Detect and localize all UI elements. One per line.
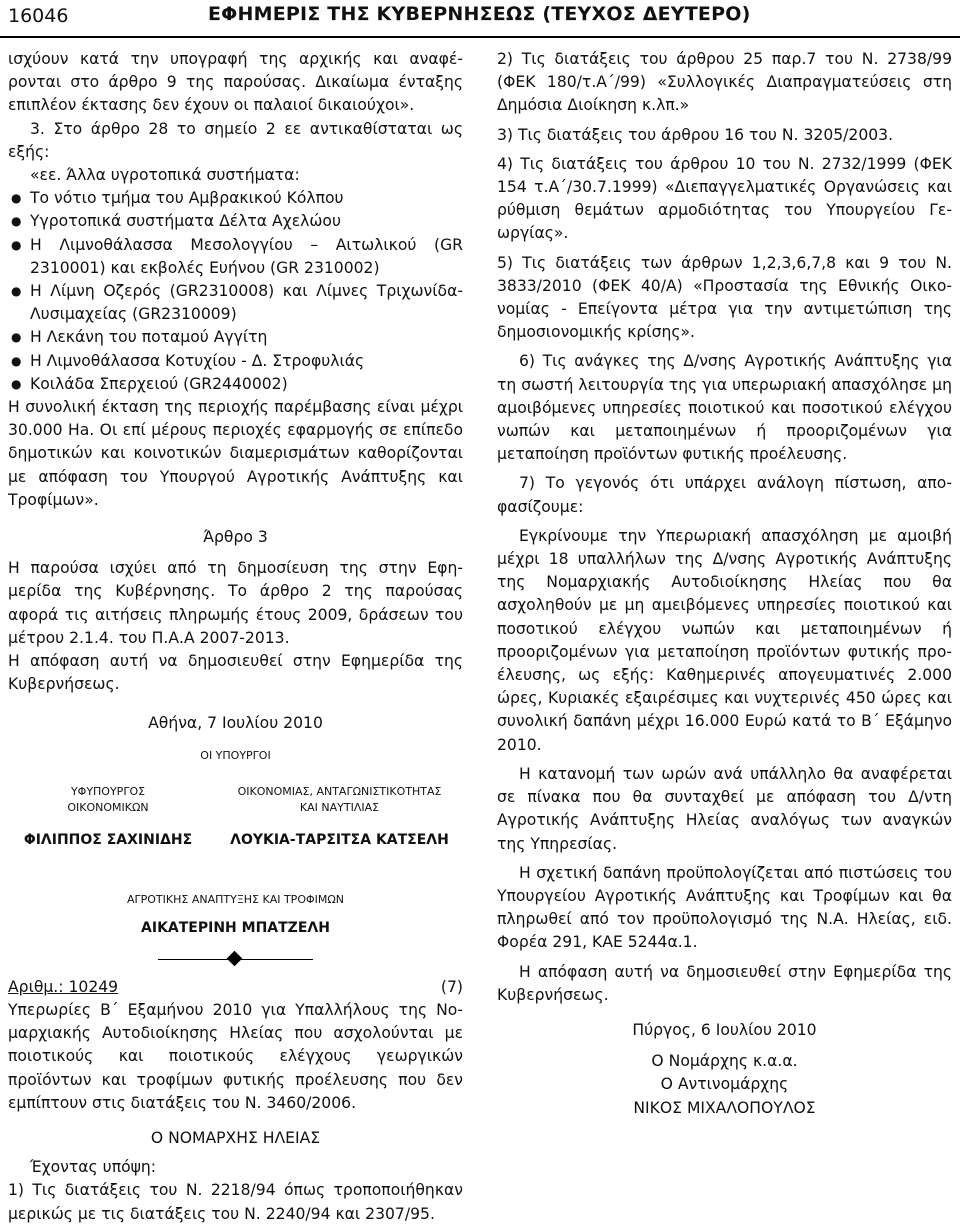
signatures — [8, 784, 463, 946]
approval-paragraph: Εγκρίνουμε την Υπερωριακή απασχόληση με αμοιβή μέχρι 18 υπαλλήλων της Δ/νσης Αγροτικής Ανάπτυξης της Νομαρχιακής Αυτοδιοίκησης Ηλείας που θα ασχοληθούν με μη αμειβόμενες υπηρεσίες ποιοτικού και ποσοτικού ελέγχου νωπών και μεταποιημένων ή προοριζομένων για μεταποίηση προϊόντων φυτικής προέλευσης, ως εξής: Καθημερινές απογευματινές 2.000 ώρες, Κυριακές εξαιρέσιμες και νυχτερινές 450 ώρες και συνολική δαπάνη μέχρι 16.000 Ευρώ κατά το Β΄ Εξάμηνο 2010. — [497, 526, 952, 754]
signature-title: ΟΙΚΟΝΟΜΙΑΣ, ΑΝΤΑΓΩΝΙΣΤΙΚΟΤΗΤΑΣ ΚΑΙ ΝΑΥΤΙΛΙΑΣ — [237, 784, 442, 814]
signer-deputy: Ο Αντινομάρχης — [660, 1075, 789, 1094]
wetland-bullet: ● Υγροτοπικά συστήματα Δέλτα Αχελώου — [8, 210, 463, 233]
wetland-bullet: ● Η Λιμνοθάλασσα Κοτυχίου ‑ Δ. Στροφυλιάς — [8, 350, 463, 373]
consideration-item: 7) Το γεγονός ότι υπάρχει ανάλογη πίστωση, αποφασίζουμε: — [497, 474, 952, 516]
signer-name: ΝΙΚΟΣ ΜΙΧΑΛΟΠΟΥΛΟΣ — [633, 1098, 816, 1117]
article-3-heading: Άρθρο 3 — [203, 528, 268, 547]
place-date: Πύργος, 6 Ιουλίου 2010 — [632, 1020, 817, 1039]
consideration-item: 3) Τις διατάξεις του άρθρου 16 του Ν. 3205/2003. — [497, 125, 894, 144]
point-3: 3. Στο άρθρο 28 το σημείο 2 εε αντικαθίσταται ως εξής: — [8, 119, 463, 161]
left-column — [8, 48, 463, 1226]
intro-paragraph: ισχύουν κατά την υπογραφή της αρχικής και αναφέρονται στο άρθρο 9 της παρούσας. Δικαίωμα ένταξης επιπλέον έκτασης δεν έχουν οι παλαιοί δικαιούχοι». — [8, 50, 463, 115]
signature-economy — [216, 784, 463, 850]
signature-agriculture — [8, 892, 463, 938]
signature-name: ΑΙΚΑΤΕΡΙΝΗ ΜΠΑΤΖΕΛΗ — [141, 919, 330, 936]
decision-title: Υπερωρίες Β΄ Εξαμήνου 2010 για Υπαλλήλους της Νομαρχιακής Αυτοδιοίκησης Ηλείας που ασχολούνται με ποιοτικούς και ποιοτικούς ελέγχους γεωργικών προϊόντων και τροφίμων φυτικής προέλευσης που δεν εμπίπτουν στις διατάξεις του Ν. 3460/2006. — [8, 1000, 463, 1112]
signature-name: ΛΟΥΚΙΑ-ΤΑΡΣΙΤΣΑ ΚΑΤΣΕΛΗ — [230, 831, 449, 848]
signature-name: ΦΙΛΙΠΠΟΣ ΣΑΧΙΝΙΔΗΣ — [23, 831, 193, 848]
right-column — [497, 48, 952, 1120]
wetland-bullet: ● Το νότιο τμήμα του Αμβρακικού Κόλπου — [8, 187, 463, 210]
prefect-signature — [497, 1019, 952, 1120]
allocation-paragraph: Η κατανομή των ωρών ανά υπάλληλο θα αναφέρεται σε πίνακα που θα συνταχθεί με απόφαση του Δ/ντη Αγροτικής Ανάπτυξης Ηλείας αναλόγως των αναγκών της Υπηρεσίας. — [497, 764, 952, 853]
decision-sequence: (7) — [440, 977, 463, 996]
decision-number: Αριθμ.: 10249 — [8, 977, 119, 996]
gazette-title: ΕΦΗΜΕΡΙΣ ΤΗΣ ΚΥΒΕΡΝΗΣΕΩΣ (ΤΕΥΧΟΣ ΔΕΥΤΕΡΟ) — [208, 3, 751, 25]
article-3-text: Η παρούσα ισχύει από τη δημοσίευση της στην Εφημερίδα της Κυβέρνησης. Το άρθρο 2 της παρούσας αφορά τις αιτήσεις πληρωμής έτους 2009, δράσεων του μέτρου 2.1.4. του Π.Α.Α 2007-2013. — [8, 559, 463, 647]
having-in-mind: Έχοντας υπόψη: — [30, 1158, 157, 1177]
page-header — [0, 0, 960, 38]
diamond-icon — [227, 950, 243, 966]
wetland-bullet: ● Η Λίμνη Οζερός (GR2310008) και Λίμνες Τριχωνίδα-Λυσιμαχείας (GR2310009) — [8, 280, 463, 326]
area-paragraph: Η συνολική έκταση της περιοχής παρέμβασης είναι μέχρι 30.000 Ηa. Οι επί μέρους περιοχές εφαρμογής σε επίπεδο δημοτικών και κοινοτικών διαμερισμάτων καθορίζονται με απόφαση του Υπουργού Αγροτικής Ανάπτυξης και Τροφίμων». — [8, 398, 463, 509]
consideration-item: 5) Τις διατάξεις των άρθρων 1,2,3,6,7,8 και 9 του Ν. 3833/2010 (ΦΕΚ 40/Α) «Προστασία της Εθνικής Οικονομίας ‑ Επείγοντα μέτρα για την αντιμετώπιση της δημοσιονομικής κρίσης». — [497, 253, 952, 342]
consideration-item: 4) Τις διατάξεις του άρθρου 10 του Ν. 2732/1999 (ΦΕΚ 154 τ.Α΄/30.7.1999) «Διεπαγγελματικές Οργανώσεις και ρύθμιση θεμάτων αρμοδιότητας του Υπουργείου Γεωργίας». — [497, 154, 952, 243]
publish-paragraph: Η απόφαση αυτή να δημοσιευθεί στην Εφημερίδα της Κυβερνήσεως. — [497, 962, 952, 1004]
wetland-bullet: ● Η Λιμνοθάλασσα Μεσολογγίου – Αιτωλικού (GR 2310001) και εκβολές Ευήνου (GR 2310002) — [8, 234, 463, 280]
consideration-item: 6) Τις ανάγκες της Δ/νσης Αγροτικής Ανάπτυξης για τη σωστή λειτουργία της για υπερωριακή απασχόλησε μη αμοιβόμενες υπηρεσίες ποιοτικού και ποσοτικού ελέγχου νωπών και μεταποιημένων ή προοριζομένων για μεταποίηση προϊόντων φυτικής προέλευσης. — [497, 352, 952, 464]
signature-title: ΑΓΡΟΤΙΚΗΣ ΑΝΑΠΤΥΞΗΣ ΚΑΙ ΤΡΟΦΙΜΩΝ — [126, 892, 344, 906]
signer-role: Ο Νομάρχης κ.α.α. — [651, 1052, 798, 1071]
section-separator — [8, 950, 463, 970]
wetland-bullet: ● Η Λεκάνη του ποταμού Αγγίτη — [8, 326, 463, 349]
expense-paragraph: Η σχετική δαπάνη προϋπολογίζεται από πιστώσεις του Υπουργείου Αγροτικής Ανάπτυξης και Τροφίμων και θα πληρωθεί από τον προϋπολογισμό της Ν.Α. Ηλείας, ειδ. Φορέα 291, ΚΑΕ 5244α.1. — [497, 863, 952, 952]
page-number: 16046 — [8, 5, 69, 27]
publish-paragraph: Η απόφαση αυτή να δημοσιευθεί στην Εφημερίδα της Κυβερνήσεως. — [8, 652, 463, 694]
wetland-bullet: ● Κοιλάδα Σπερχειού (GR2440002) — [8, 373, 463, 396]
consideration-item: 2) Τις διατάξεις του άρθρου 25 παρ.7 του Ν. 2738/99 (ΦΕΚ 180/τ.Α΄/99) «Συλλογικές Διαπραγματεύσεις στη Δημόσια Διοίκηση κ.λπ.» — [497, 50, 952, 115]
athens-date: Αθήνα, 7 Ιουλίου 2010 — [148, 714, 323, 733]
quote-start: «εε. Άλλα υγροτοπικά συστήματα: — [30, 166, 300, 185]
ministers-label: ΟΙ ΥΠΟΥΡΓΟΙ — [200, 748, 271, 762]
signature-title: ΥΦΥΠΟΥΡΓΟΣ ΟΙΚΟΝΟΜΙΚΩΝ — [67, 784, 149, 814]
prefect-heading: Ο ΝΟΜΑΡΧΗΣ ΗΛΕΙΑΣ — [150, 1128, 321, 1147]
signature-deputy-finance — [8, 784, 208, 850]
decision-number-line — [8, 976, 463, 999]
consideration-item: 1) Τις διατάξεις του Ν. 2218/94 όπως τροποποιήθηκαν μερικώς με τις διατάξεις του Ν. 2240/94 και 2307/95. — [8, 1181, 463, 1223]
